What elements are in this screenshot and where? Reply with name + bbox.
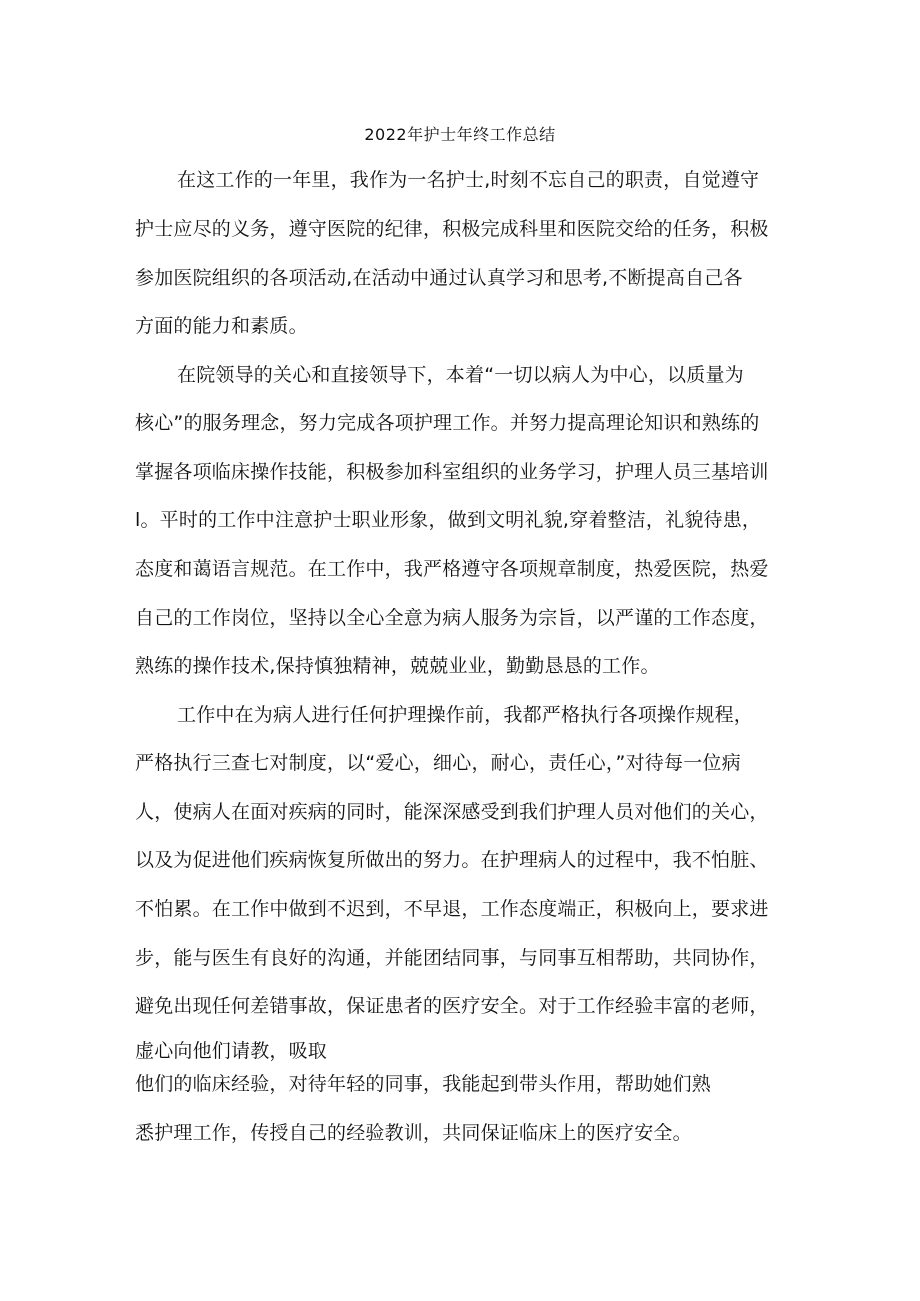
paragraph-line: 参加医院组织的各项活动,在活动中通过认真学习和思考,不断提高自己各	[135, 267, 743, 289]
paragraph-line: 护士应尽的义务，遵守医院的纪律，积极完成科里和医院交给的任务，积极	[135, 218, 769, 240]
paragraph-line: 步，能与医生有良好的沟通，并能团结同事，与同事互相帮助，共同协作，	[135, 947, 769, 969]
paragraph-line: 虚心向他们请教，吸取	[135, 1040, 328, 1062]
paragraph-line: 掌握各项临床操作技能，积极参加科室组织的业务学习，护理人员三基培训	[135, 461, 769, 483]
paragraph-line: 在院领导的关心和直接领导下，本着“一切以病人为中心，以质量为	[177, 364, 744, 386]
paragraph-line: l。平时的工作中注意护士职业形象，做到文明礼貌,穿着整洁，礼貌待患，	[135, 509, 762, 531]
paragraph-line: 他们的临床经验，对待年轻的同事，我能起到带头作用，帮助她们熟	[135, 1073, 712, 1095]
paragraph-line: 核心”的服务理念，努力完成各项护理工作。并努力提高理论知识和熟练的	[135, 412, 760, 434]
paragraph-line: 人，使病人在面对疾病的同时，能深深感受到我们护理人员对他们的关心，	[135, 801, 769, 823]
paragraph-line: 态度和蔼语言规范。在工作中，我严格遵守各项规章制度，热爱医院，热爱	[135, 558, 769, 580]
paragraph-line: 工作中在为病人进行任何护理操作前，我都严格执行各项操作规程，	[177, 704, 754, 726]
paragraph-line: 方面的能力和素质。	[135, 315, 308, 337]
paragraph-line: 严格执行三查七对制度，以“爱心，细心，耐心，责任心，”对待每一位病	[135, 752, 741, 774]
document-title: 2022年护士年终工作总结	[364, 125, 556, 144]
paragraph-line: 以及为促进他们疾病恢复所做出的努力。在护理病人的过程中，我不怕脏、	[135, 849, 769, 871]
paragraph-line: 避免出现任何差错事故，保证患者的医疗安全。对于工作经验丰富的老师，	[135, 995, 769, 1017]
paragraph-line: 在这工作的一年里，我作为一名护士,时刻不忘自己的职责，自觉遵守	[177, 169, 760, 191]
paragraph-line: 不怕累。在工作中做到不迟到，不早退，工作态度端正，积极向上，要求进	[135, 898, 769, 920]
paragraph-line: 自己的工作岗位，坚持以全心全意为病人服务为宗旨，以严谨的工作态度，	[135, 607, 769, 629]
paragraph-line: 熟练的操作技术,保持慎独精神，兢兢业业，勤勤恳恳的工作。	[135, 655, 660, 677]
paragraph-line: 悉护理工作，传授自己的经验教训，共同保证临床上的医疗安全。	[135, 1122, 692, 1144]
